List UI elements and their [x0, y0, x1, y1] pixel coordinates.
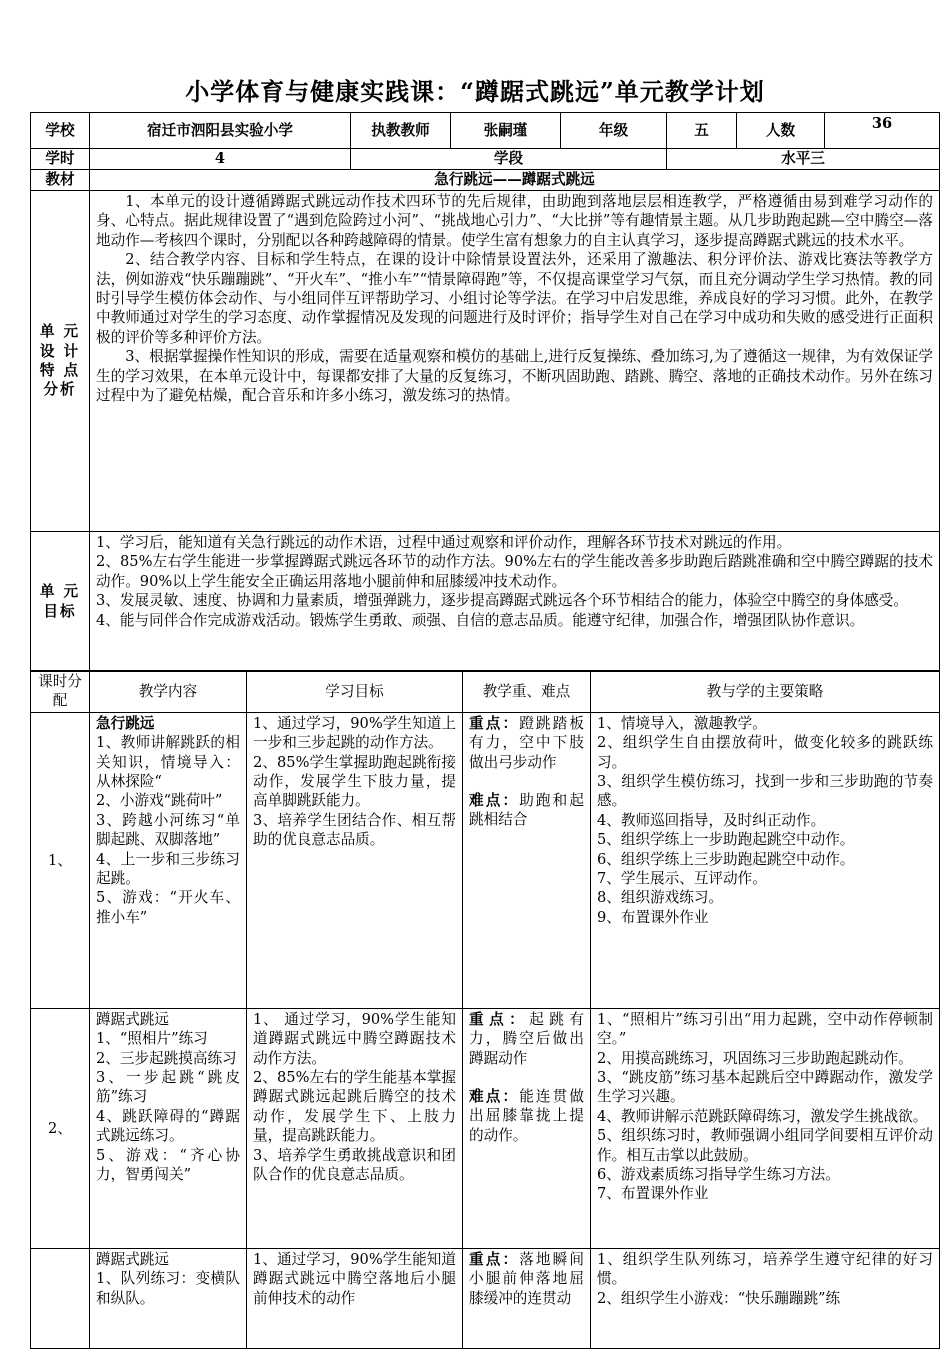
key-text: 蹬跳踏板有力，空中下肢做出弓步动作	[469, 714, 584, 771]
content-item: 3、跨越小河练习“单脚起跳、双脚落地”	[96, 811, 240, 849]
strategy-item: 6、组织学练上三步助跑起跳空中动作。	[597, 850, 855, 868]
content-item: 1、队列练习：变横队和纵队。	[96, 1270, 240, 1307]
content-item: 2、三步起跳摸高练习	[96, 1049, 237, 1067]
key-text: 落地瞬间小腿前伸落地屈膝缓冲的连贯动	[469, 1250, 584, 1307]
lesson-period: 1、	[31, 712, 90, 1008]
goals-body	[90, 532, 940, 672]
content-item: 3、一步起跳“跳皮筋”练习	[96, 1069, 240, 1106]
strategy-item: 7、布置课外作业	[597, 1185, 709, 1203]
goal-item: 3、发展灵敏、速度、协调和力量素质，增强弹跳力，逐步提高蹲踞式跳远各个环节相结合的能力，体验空中腾空的身体感受。	[96, 592, 908, 610]
content-item: 1、“照相片”练习	[96, 1030, 208, 1048]
lesson-period: 2、	[31, 1008, 90, 1248]
table-row	[31, 712, 940, 1008]
strategy-item: 1、情境导入，激趣教学。	[597, 714, 767, 732]
content-item: 4、跳跃障碍的“蹲踞式跳远练习。	[96, 1107, 240, 1145]
lesson-objectives	[247, 1248, 463, 1348]
objective-item: 2、85%左右的学生能基本掌握蹲踞式跳远起跳后腾空的技术动作，发展学生下、上肢力量，提高跳跃能力。	[253, 1069, 456, 1145]
goal-item: 2、85%左右学生能进一步掌握蹲踞式跳远各环节的动作方法。90%左右的学生能改善多步助跑后踏跳准确和空中腾空蹲踞的技术动作。90%以上学生能安全正确运用落地小腿前伸和屈膝缓冲技术动作。	[96, 553, 933, 590]
content-item: 1、教师讲解跳跃的相关知识，情境导入：从林探险“	[96, 734, 240, 791]
teacher-value: 张嗣瑾	[451, 113, 561, 149]
strategy-item: 9、布置课外作业	[597, 908, 709, 926]
lesson-content-title: 蹲踞式跳远	[96, 1250, 169, 1268]
goal-item: 4、能与同伴合作完成游戏活动。锻炼学生勇敢、顽强、自信的意志品质。能遵守纪律，加强合作，增强团队协作意识。	[96, 611, 865, 629]
objective-item: 3、培养学生团结合作、相互帮助的优良意志品质。	[253, 811, 456, 849]
strategy-item: 1、“照相片”练习引出“用力起跳，空中动作停顿制空。”	[597, 1010, 933, 1048]
table-row	[31, 1248, 940, 1348]
teacher-label: 执教教师	[351, 113, 451, 149]
strategy-item: 5、组织练习时，教师强调小组同学间要相互评价动作。相互击掌以此鼓励。	[597, 1127, 933, 1164]
strategy-item: 7、学生展示、互评动作。	[597, 870, 767, 888]
count-label: 人数	[737, 113, 825, 149]
grade-label: 年级	[561, 113, 667, 149]
analysis-label: 单 元 设 计 特 点 分析	[31, 191, 90, 532]
difficulty-text: 能连贯做出屈膝靠拢上提的动作。	[469, 1088, 584, 1144]
lesson-strategies	[591, 1248, 940, 1348]
content-item: 2、小游戏“跳荷叶”	[96, 792, 223, 810]
strategy-item: 8、组织游戏练习。	[597, 889, 724, 907]
hours-label: 学时	[31, 149, 90, 170]
content-item: 5、游戏：“开火车、推小车”	[96, 889, 240, 926]
page-title: 小学体育与健康实践课：“蹲踞式跳远”单元教学计划	[185, 77, 765, 106]
difficulty-label: 难点：	[469, 792, 520, 810]
strategy-item: 3、“跳皮筋”练习基本起跳后空中蹲踞动作，激发学生学习兴趣。	[597, 1069, 933, 1106]
key-points-header: 教学重、难点	[463, 671, 591, 713]
objective-item: 1、通过学习，90%学生知道上一步和三步起跳的动作方法。	[253, 714, 456, 752]
lesson-content-title: 蹲踞式跳远	[96, 1010, 169, 1028]
schedule-table	[30, 670, 940, 1349]
lesson-objectives	[247, 1008, 463, 1248]
strategy-item: 1、组织学生队列练习，培养学生遵守纪律的好习惯。	[597, 1250, 933, 1288]
material-label: 教材	[31, 170, 90, 191]
strategy-item: 6、游戏素质练习指导学生练习方法。	[597, 1166, 840, 1184]
strategy-item: 3、组织学生模仿练习，找到一步和三步助跑的节奏感。	[597, 773, 933, 810]
lesson-period	[31, 1248, 90, 1348]
difficulty-label: 难点：	[469, 1088, 520, 1106]
lesson-content-title: 急行跳远	[96, 714, 155, 732]
lesson-key-points	[463, 1008, 591, 1248]
content-header: 教学内容	[90, 671, 247, 713]
goals-label: 单 元 目标	[31, 532, 90, 672]
analysis-paragraph: 1、本单元的设计遵循蹲踞式跳远动作技术四环节的先后规律，由助跑到落地层层相连教学，严格遵循由易到难学习动作的身、心特点。据此规律设置了“遇到危险跨过小河”、“挑战地心引力”、“大比拼”等有趣情景主题。从几步助跑起跳—空中腾空—落地动作—考核四个课时，分别配以各种跨越障碍的情景。使学生富有想象力的自主认真学习，逐步提高蹲踞式跳远的技术水平。	[96, 193, 933, 249]
key-label: 重点：	[469, 1010, 530, 1028]
analysis-paragraph: 2、结合教学内容、目标和学生特点，在课的设计中除情景设置法外，还采用了激趣法、积分评价法、游戏比赛法等教学方法，例如游戏“快乐蹦蹦跳”、“开火车”、“推小车”“情景障碍跑”等，不仅提高课堂学习气氛，而且充分调动学生学习热情。教的同时引导学生模仿体会动作、与小组同伴互评帮助学习、小组讨论等学法。在学习中启发思维，养成良好的学习习惯。此外，在教学中教师通过对学生的学习态度、动作掌握情况及发现的问题进行及时评价；指导学生对自己在学习中成功和失败的感受进行正面积极的评价等多种评价方法。	[96, 251, 933, 346]
stage-value: 水平三	[667, 149, 940, 170]
hours-value: 4	[90, 149, 351, 170]
lesson-strategies	[591, 1008, 940, 1248]
strategy-item: 5、组织学练上一步助跑起跳空中动作。	[597, 831, 855, 849]
lesson-key-points	[463, 712, 591, 1008]
objective-item: 1、通过学习，90%学生能知道蹲踞式跳远中腾空落地后小腿前伸技术的动作	[253, 1250, 456, 1307]
strategies-header: 教与学的主要策略	[591, 671, 940, 713]
key-label: 重点：	[469, 714, 520, 732]
strategy-item: 4、教师讲解示范跳跃障碍练习，激发学生挑战欲。	[597, 1107, 928, 1125]
lesson-content	[90, 712, 247, 1008]
objective-item: 3、培养学生勇敢挑战意识和团队合作的优良意志品质。	[253, 1146, 456, 1184]
strategy-item: 2、组织学生自由摆放荷叶，做变化较多的跳跃练习。	[597, 734, 933, 771]
grade-value: 五	[667, 113, 737, 149]
plan-header-table	[30, 112, 940, 672]
material-value: 急行跳远——蹲踞式跳远	[90, 170, 940, 191]
content-item: 4、上一步和三步练习起跳。	[96, 850, 240, 888]
stage-label: 学段	[351, 149, 667, 170]
strategy-item: 2、用摸高跳练习，巩固练习三步助跑起跳动作。	[597, 1049, 913, 1067]
objectives-header: 学习目标	[247, 671, 463, 713]
lesson-key-points	[463, 1248, 591, 1348]
lesson-content	[90, 1248, 247, 1348]
count-value: 36	[825, 113, 940, 149]
lesson-content	[90, 1008, 247, 1248]
period-header: 课时分配	[31, 671, 90, 713]
objective-item: 2、85%学生掌握助跑起跳衔接动作，发展学生下肢力量，提高单脚跳跃能力。	[253, 753, 456, 810]
school-label: 学校	[31, 113, 90, 149]
content-item: 5、游戏：“齐心协力，智勇闯关”	[96, 1146, 240, 1184]
objective-item: 1、 通过学习，90%学生能知道蹲踞式跳远中腾空蹲踞技术动作方法。	[253, 1010, 456, 1067]
goal-item: 1、学习后，能知道有关急行跳远的动作术语，过程中通过观察和评价动作，理解各环节技术对跳远的作用。	[96, 534, 792, 551]
lesson-objectives	[247, 712, 463, 1008]
school-value: 宿迁市泗阳县实验小学	[90, 113, 351, 149]
key-text: 起跳有力，腾空后做出蹲踞动作	[469, 1010, 584, 1067]
lesson-strategies	[591, 712, 940, 1008]
strategy-item: 4、教师巡回指导，及时纠正动作。	[597, 811, 826, 829]
key-label: 重点：	[469, 1250, 520, 1268]
table-row	[31, 1008, 940, 1248]
analysis-paragraph: 3、根据掌握操作性知识的形成，需要在适量观察和模仿的基础上,进行反复操练、叠加练习,为了遵循这一规律，为有效保证学生的学习效果，在本单元设计中，每课都安排了大量的反复练习，不断巩固助跑、踏跳、腾空、落地的正确技术动作。另外在练习过程中为了避免枯燥，配合音乐和许多小练习，激发练习的热情。	[96, 348, 933, 405]
analysis-body	[90, 191, 940, 532]
difficulty-text: 助跑和起跳相结合	[469, 792, 584, 829]
strategy-item: 2、组织学生小游戏：“快乐蹦蹦跳”练	[597, 1289, 841, 1307]
